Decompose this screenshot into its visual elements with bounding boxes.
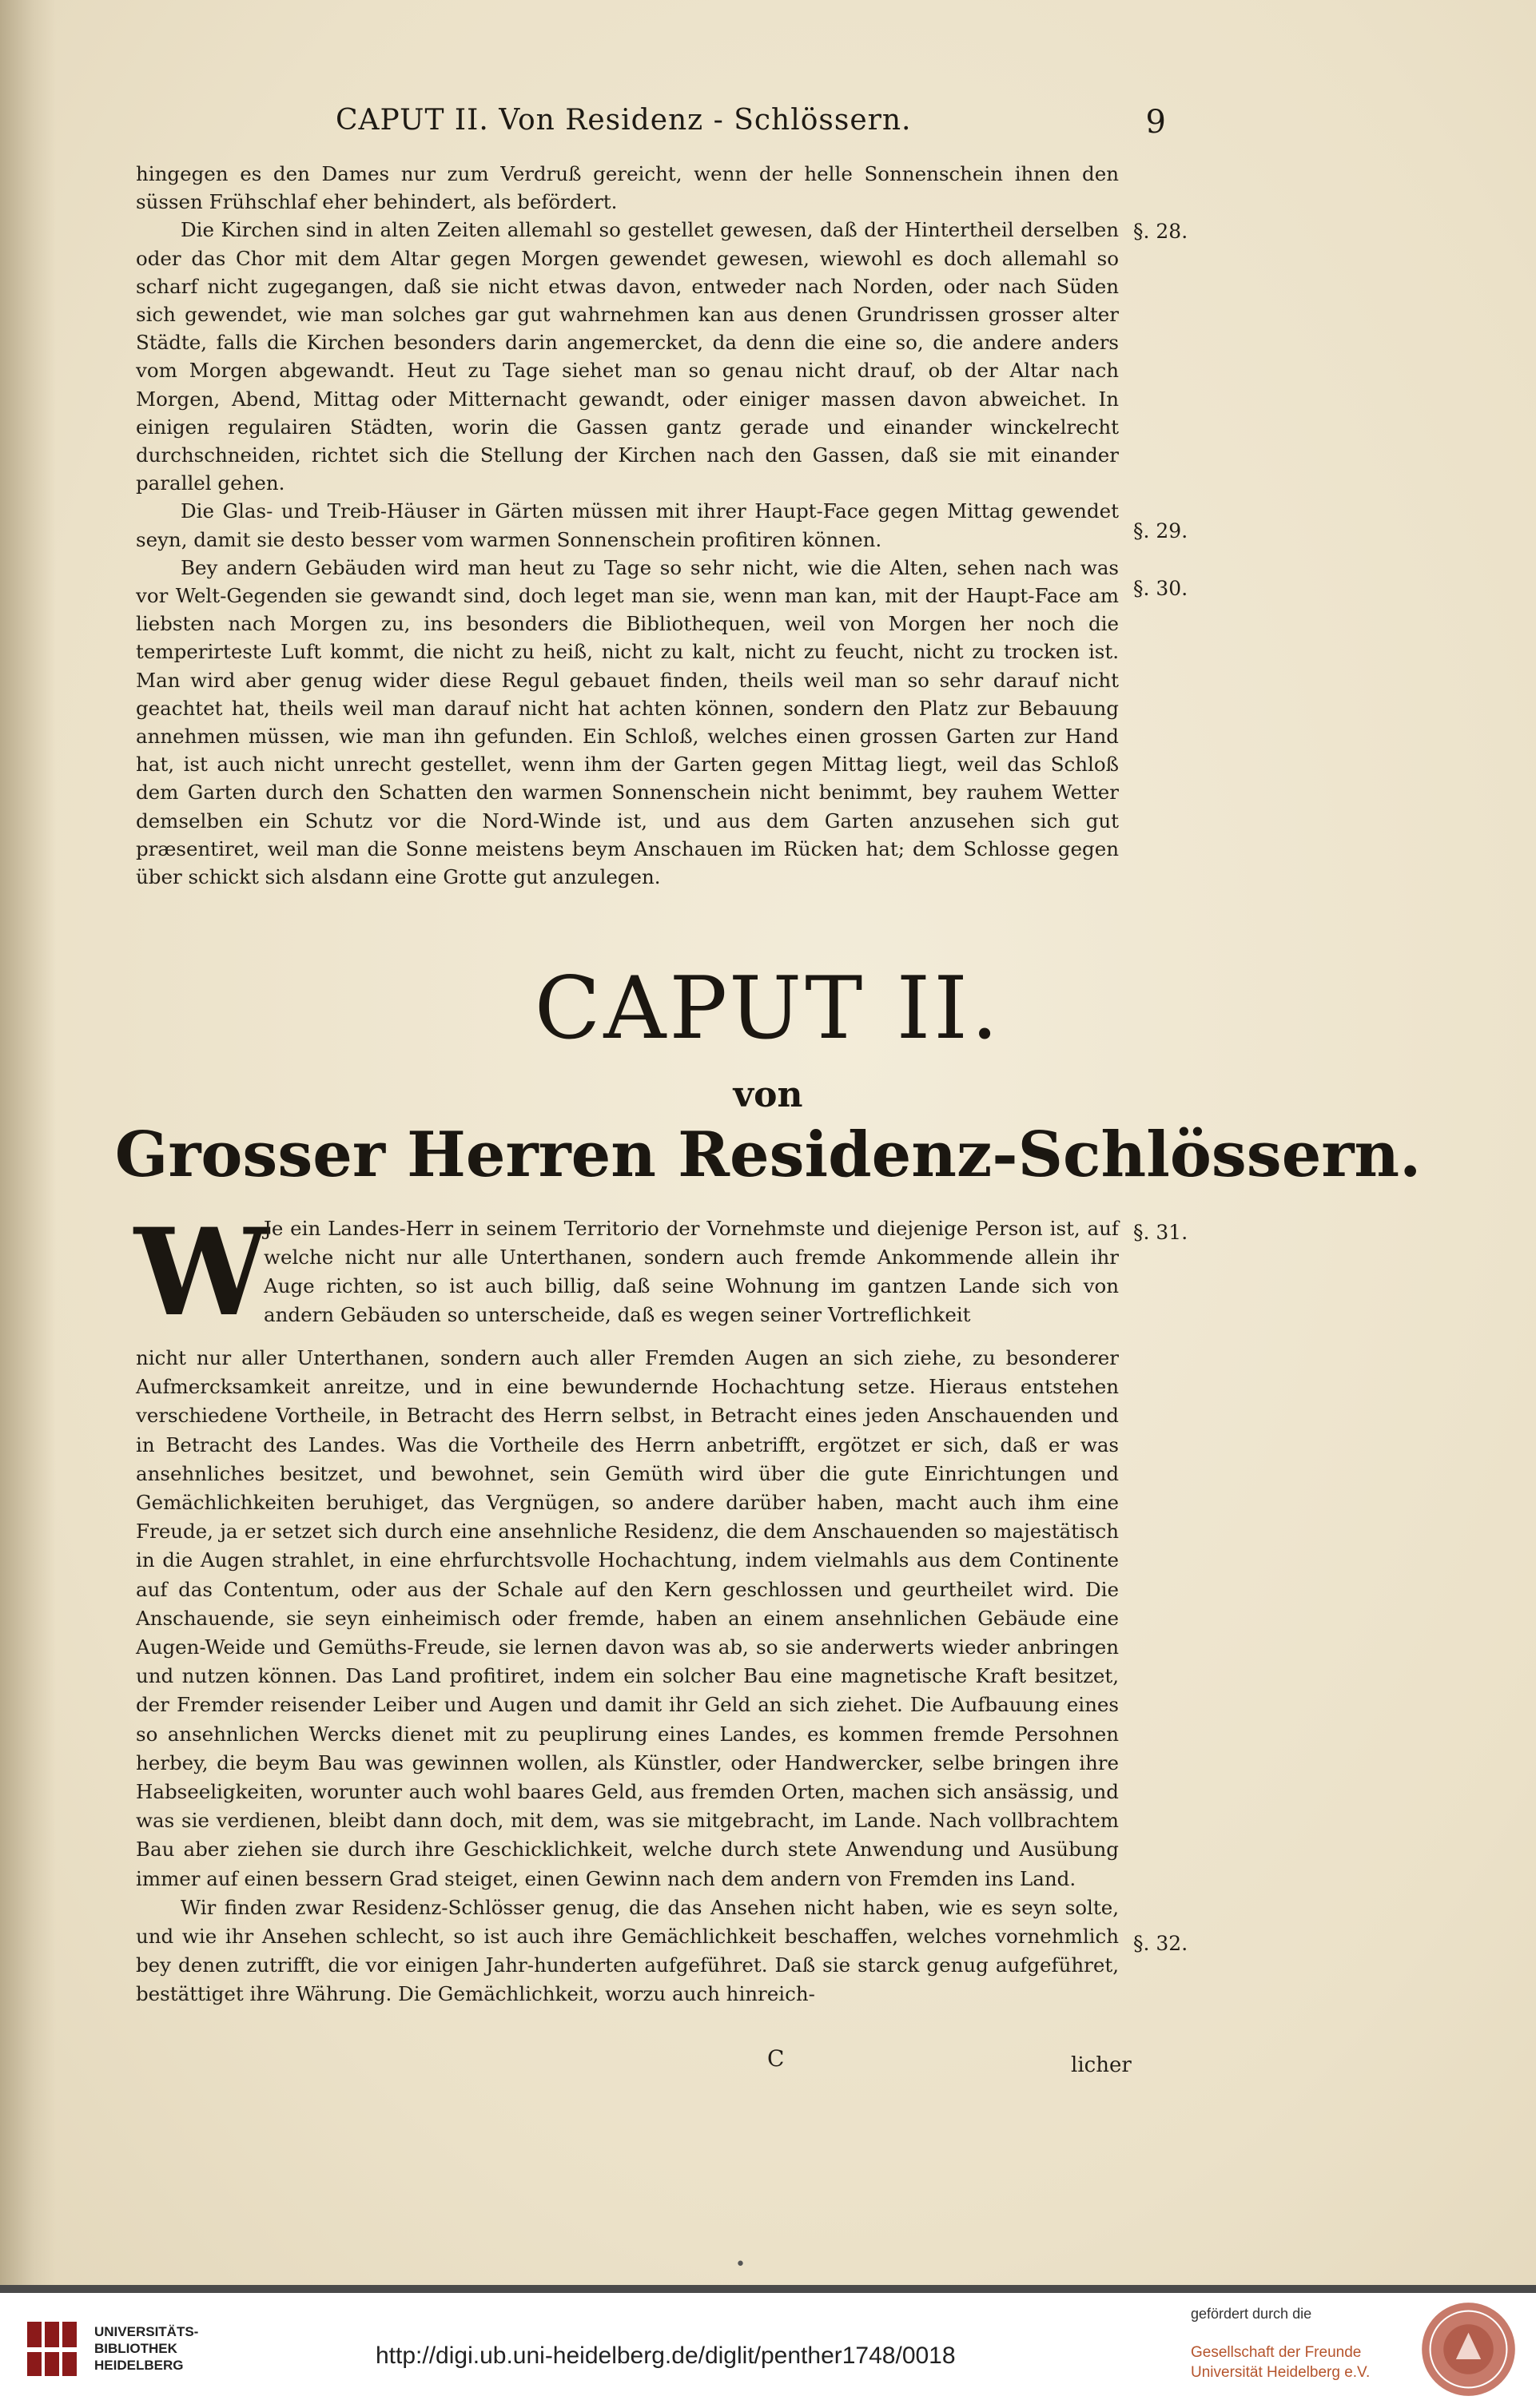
- catchword: licher: [1071, 2053, 1132, 2077]
- university-library-logo-icon: [24, 2317, 88, 2381]
- viewer-footer: [0, 2293, 1536, 2408]
- university-seal-icon: [1419, 2299, 1518, 2399]
- paragraph: hingegen es den Dames nur zum Verdruß gereicht, wenn der helle Sonnenschein ihnen den süssen Frühschlaf eher behindert, als befördert.: [136, 162, 1119, 214]
- paragraph: Wir finden zwar Residenz-Schlösser genug, die das Ansehen nicht haben, wie es seyn solte, und wie ihr Ansehen schlecht, so ist auch ihre Gemächlichkeit beschaffen, welches vornehmlich bey denen zutrifft, die vor einigen Jahr-hunderten aufgeführet. Daß sie starck genug aufgeführet, bestättiget ihre Währung. Die Gemächlichkeit, worzu auch hinreich-: [136, 1895, 1119, 2006]
- decorative-dot: •: [735, 2255, 746, 2275]
- library-name-line: UNIVERSITÄTS-: [94, 2324, 199, 2339]
- library-name-line: HEIDELBERG: [94, 2358, 184, 2373]
- drop-cap: W: [134, 1202, 269, 1343]
- body-text-block: [136, 1344, 1119, 2009]
- running-head: [336, 104, 1167, 152]
- page-number: 9: [1145, 104, 1167, 141]
- sponsor-name: [1191, 2342, 1370, 2382]
- running-head-title: CAPUT II. Von Residenz - Schlössern.: [336, 104, 912, 137]
- paragraph: Die Glas- und Treib-Häuser in Gärten müssen mit ihrer Haupt-Face gegen Mittag gewendet seyn, damit sie desto besser vom warmen Sonnenschein profitiren können.: [136, 499, 1119, 551]
- chapter-subtitle: Grosser Herren Residenz-Schlössern.: [114, 1119, 1422, 1191]
- margin-note: §. 31.: [1133, 1221, 1188, 1244]
- paragraph: Die Kirchen sind in alten Zeiten allemahl so gestellet gewesen, daß der Hintertheil derselben oder das Chor mit dem Altar gegen Morgen gewendet gewesen, wiewohl es doch allemahl so scharf nicht zugegangen, daß sie nicht etwas davon, entweder nach Norden, oder nach Süden sich gewendet, wie man solches gar gut wahrnehmen kan aus denen Grundrissen grosser alter Städte, falls die Kirchen besonders darin angemercket, da denn die eine so, die andere anders vom Morgen abgewandt. Heut zu Tage siehet man so genau nicht drauf, ob der Altar nach Morgen, Abend, Mittag oder Mitternacht gewandt, oder einiger massen davon abweichet. In einigen regulairen Städten, worin die Gassen gantz gerade und einander winckelrecht durchschneiden, richtet sich die Stellung der Kirchen nach den Gassen, daß sie mit einander parallel gehen.: [136, 218, 1119, 495]
- margin-note: §. 29.: [1133, 519, 1188, 542]
- sponsor-name-line: Gesellschaft der Freunde: [1191, 2344, 1362, 2361]
- chapter-heading: CAPUT II.: [534, 959, 1002, 1059]
- paragraph: Bey andern Gebäuden wird man heut zu Tage so sehr nicht, wie die Alten, sehen nach was vor Welt-Gegenden sie gewandt sind, doch leget man sie, wenn man kan, mit der Haupt-Face am liebsten nach Morgen zu, ins besonders die Bibliothequen, weil von Morgen her noch die temperirteste Luft kommt, die nicht zu heiß, nicht zu kalt, nicht zu feucht, nicht zu trocken ist. Man wird aber genug wider diese Regul gebauet finden, theils weil man so sehr darauf nicht geachtet hat, theils weil man darauf nicht hat achten können, sondern den Platz zur Bebauung annehmen müssen, wie man ihn gefunden. Ein Schloß, welches einen grossen Garten zur Hand hat, ist auch nicht unrecht gestellet, wenn ihm der Garten gegen Mittag liegt, weil das Schloß dem Garten durch den Schatten den warmen Sonnenschein nicht benimmt, bey rauhem Wetter demselben ein Schutz vor die Nord-Winde ist, und aus dem Garten anzusehen sich gut præsentiret, weil man die Sonne meistens beym Anschauen im Rücken hat; dem Schlosse gegen über schickt sich alsdann eine Grotte gut anzulegen.: [136, 555, 1119, 889]
- opening-lines: [264, 1214, 1119, 1329]
- margin-note: §. 30.: [1133, 577, 1188, 600]
- sponsor-name-line: Universität Heidelberg e.V.: [1191, 2364, 1371, 2381]
- funded-by-label: gefördert durch die: [1191, 2306, 1312, 2322]
- margin-note: §. 32.: [1133, 1932, 1188, 1955]
- top-text-block: [136, 160, 1119, 891]
- chapter-von: von: [733, 1075, 803, 1115]
- permalink-url[interactable]: http://digi.ub.uni-heidelberg.de/diglit/penther1748/0018: [376, 2342, 956, 2369]
- signature-mark: C: [767, 2045, 785, 2072]
- paragraph: nicht nur aller Unterthanen, sondern auch aller Fremden Augen an sich ziehe, zu besonderer Aufmercksamkeit anreitze, und in eine bewundernde Hochachtung setze. Hieraus entstehen verschiedene Vortheile, in Betracht des Herrn selbst, in Betracht eines jeden Anschauenden und in Betracht des Landes. Was die Vortheile des Herrn anbetrifft, ergötzet er sich, daß er was ansehnliches besitzet, und bewohnet, sein Gemüth wird über die gute Einrichtungen und Gemächlichkeiten beruhiget, das Vergnügen, so andere darüber haben, macht auch ihm eine Freude, ja er setzet sich durch eine ansehnliche Residenz, die dem Anschauenden so majestätisch in die Augen strahlet, in eine ehrfurchtsvolle Hochachtung, indem vielmahls aus dem Continente auf das Contentum, oder aus der Schale auf den Kern geschlossen und geurtheilet wird. Die Anschauende, sie seyn einheimisch oder fremde, haben an einem ansehnlichen Gebäude eine Augen-Weide und Gemüths-Freude, sie lernen davon was ab, so sie anderwerts wieder anbringen und nutzen können. Das Land profitiret, indem ein solcher Bau eine magnetische Kraft besitzet, der Fremder reisender Leiber und Augen und damit ihr Geld an sich ziehet. Die Aufbauung eines so ansehnlichen Wercks dienet mit zu peuplirung eines Landes, es kommen fremde Persohnen herbey, die beym Bau was gewinnen wollen, als Künstler, oder Handwercker, selbe bringen ihre Habseeligkeiten, worunter auch wohl baares Geld, aus fremden Orten, machen sich ansässig, und was sie verdienen, bleibt dann doch, mit dem, was sie mitgebracht, im Lande. Nach vollbrachtem Bau aber ziehen sie durch ihre Geschicklichkeit, welche durch stete Anwendung und Ausübung immer auf einen bessern Grad steiget, einen Gewinn nach dem andern von Fremden ins Land.: [136, 1346, 1119, 1890]
- margin-note: §. 28.: [1133, 220, 1188, 243]
- library-name-line: BIBLIOTHEK: [94, 2341, 177, 2356]
- paragraph: Je ein Landes-Herr in seinem Territorio der Vornehmste und diejenige Person ist, auf welche nicht nur alle Unterthanen, sondern auch fremde Ankommende allein ihr Auge richten, so ist auch billig, daß seine Wohnung im gantzen Lande sich von andern Gebäuden so unterscheide, daß es wegen seiner Vortreflichkeit: [264, 1217, 1119, 1326]
- library-name: [94, 2323, 198, 2374]
